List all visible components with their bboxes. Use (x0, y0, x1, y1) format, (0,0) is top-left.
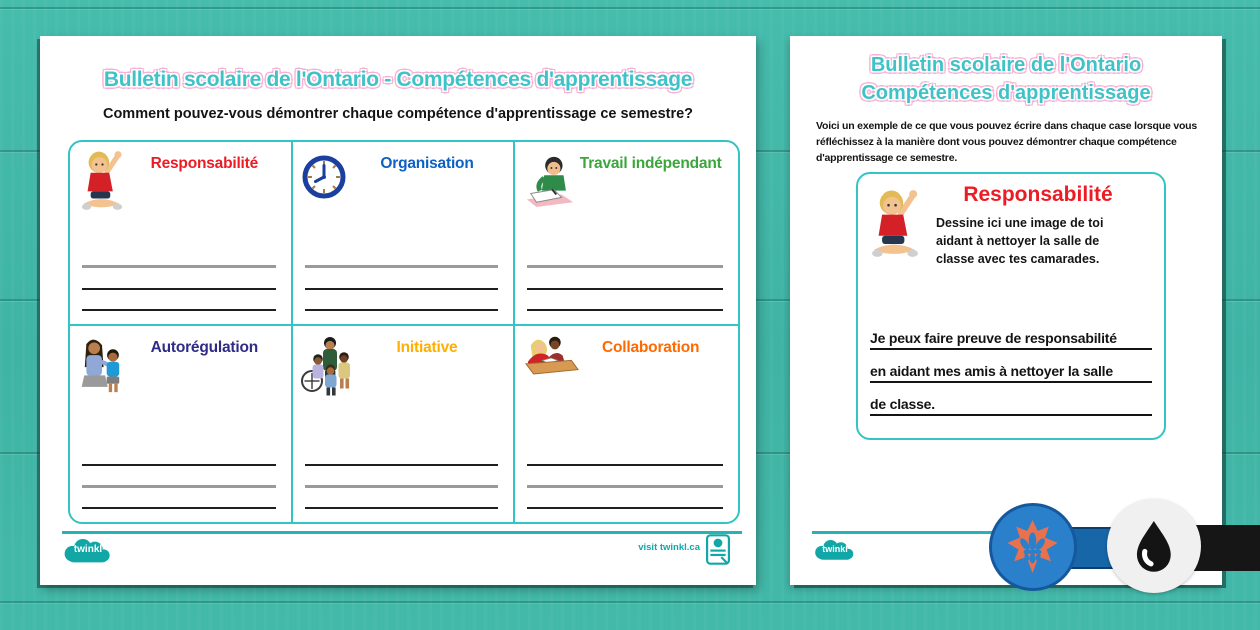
cell-initiative (293, 326, 516, 522)
writing-line (305, 507, 499, 509)
child-raising-hand-icon (78, 149, 126, 213)
intro-text: Voici un exemple de ce que vous pouvez écrire dans chaque case lorsque vous (816, 120, 1198, 132)
cell-label: Autorégulation (150, 339, 259, 356)
cell-label: Organisation (380, 155, 474, 172)
example-answer-line: en aidant mes amis à nettoyer la salle (870, 363, 1152, 383)
writing-line (527, 485, 723, 488)
cell-label: Travail indépendant (579, 155, 722, 172)
twinkl-logo-text: twinkl (822, 544, 848, 554)
writing-line (305, 309, 499, 311)
intro-text: réfléchissez à la manière dont vous pouvez démontrer chaque compétence (816, 136, 1177, 148)
writing-line (305, 288, 499, 290)
page-subtitle: Comment pouvez-vous démontrer chaque compétence d'apprentissage ce semestre? (102, 106, 694, 122)
example-prompt: classe avec tes camarades. (936, 252, 1100, 266)
competencies-grid (68, 140, 740, 524)
twinkl-quality-badge-icon (706, 534, 730, 565)
visit-twinkl-link: visit twinkl.ca (638, 542, 700, 553)
maple-leaf-fleur-de-lis-badge-icon (989, 503, 1077, 591)
writing-line (527, 309, 723, 311)
writing-line (82, 288, 276, 290)
example-prompt: Dessine ici une image de toi (936, 216, 1104, 230)
writing-line (82, 485, 276, 488)
example-answer-line: de classe. (870, 396, 1152, 416)
page-title-line1: Bulletin scolaire de l'Ontario (870, 54, 1142, 76)
writing-line (527, 464, 723, 466)
page-title-line2: Compétences d'apprentissage (861, 82, 1151, 104)
worksheet-page-grid (40, 36, 756, 585)
twinkl-logo (62, 538, 114, 566)
child-raising-hand-icon (868, 187, 922, 261)
writing-line (305, 464, 499, 466)
cell-responsabilite (70, 142, 293, 326)
example-answer-line: Je peux faire preuve de responsabilité (870, 330, 1152, 350)
example-prompt: aidant à nettoyer la salle de (936, 234, 1100, 248)
ink-drop-badge-icon (1107, 499, 1201, 593)
writing-line (305, 265, 499, 268)
writing-line (82, 309, 276, 311)
parent-and-child-icon (78, 333, 126, 397)
cell-label: Collaboration (602, 339, 700, 356)
cell-collaboration (515, 326, 738, 522)
cell-label: Responsabilité (150, 155, 259, 172)
cell-autoregulation (70, 326, 293, 522)
writing-line (82, 265, 276, 268)
cell-travail-independant (515, 142, 738, 326)
example-card (856, 172, 1166, 440)
footer-rule (62, 531, 742, 534)
twinkl-logo (813, 539, 857, 563)
wood-plank-line (0, 7, 1260, 9)
example-heading: Responsabilité (963, 183, 1113, 206)
writing-line (527, 288, 723, 290)
writing-line (82, 464, 276, 466)
page-title: Bulletin scolaire de l'Ontario - Compétences d'apprentissage (103, 68, 693, 91)
cell-organisation (293, 142, 516, 326)
clock-icon (301, 154, 347, 200)
writing-line (305, 485, 499, 488)
intro-text: d'apprentissage ce semestre. (816, 152, 958, 164)
writing-line (82, 507, 276, 509)
wood-plank-line (0, 601, 1260, 603)
twinkl-logo-text: twinkl (73, 544, 103, 555)
writing-line (527, 265, 723, 268)
writing-line (527, 507, 723, 509)
cell-label: Initiative (396, 339, 458, 356)
